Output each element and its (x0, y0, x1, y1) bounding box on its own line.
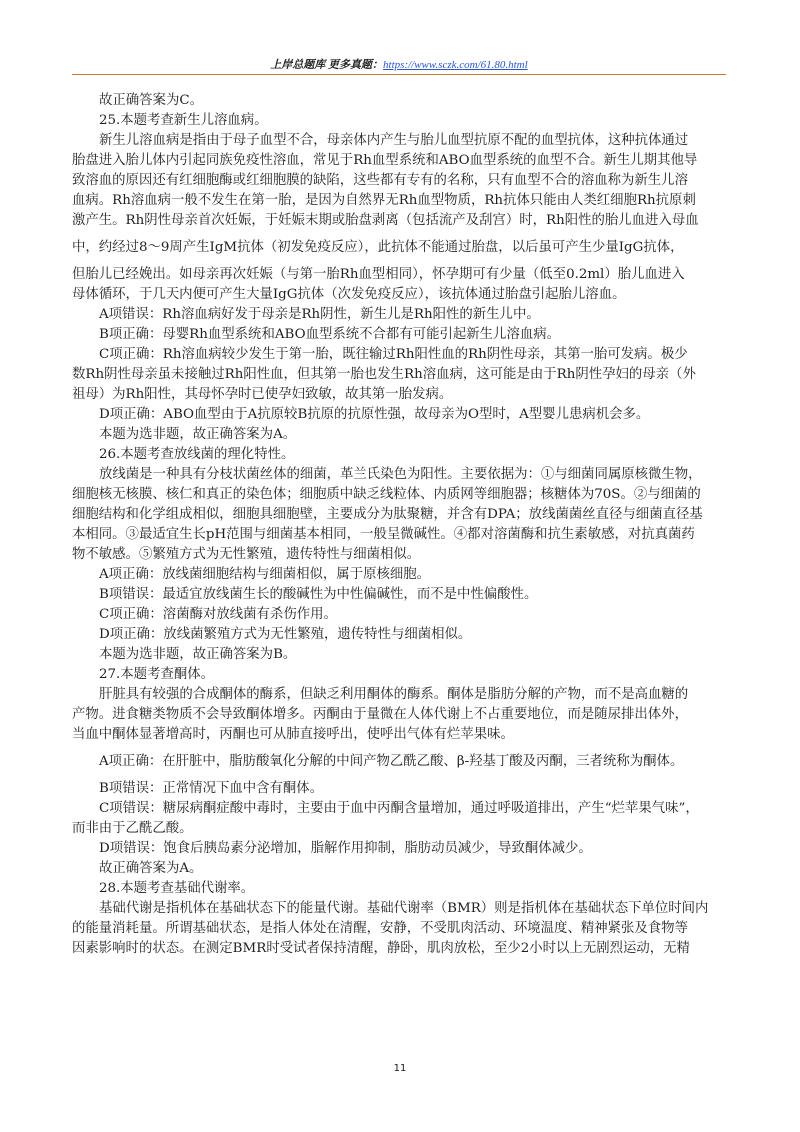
header-link[interactable]: https://www.sczk.com/61.80.html (383, 59, 528, 71)
text-line: C项错误：糖尿病酮症酸中毒时，主要由于血中丙酮含量增加，通过呼吸道排出，产生“烂苹果气味”， (99, 801, 699, 816)
document-body (72, 91, 730, 959)
text-line: 数Rh阴性母亲虽未接触过Rh阳性血，但其第一胎也发生Rh溶血病，这可能是由于Rh阴性孕妇的母亲（外 (72, 367, 696, 382)
text-line: D项正确：ABO血型由于A抗原较B抗原的抗原性强，故母亲为O型时，A型婴儿患病机会多。 (99, 407, 650, 422)
text-line: 28.本题考查基础代谢率。 (99, 881, 255, 896)
text-line: 致溶血的原因还有红细胞酶或红细胞膜的缺陷，这些都有专有的名称，只有血型不合的溶血称为新生儿溶 (72, 173, 688, 188)
text-line: 本题为选非题，故正确答案为B。 (99, 647, 297, 662)
text-line: 26.本题考查放线菌的理化特性。 (99, 447, 295, 462)
text-line: 27.本题考查酮体。 (99, 667, 215, 682)
text-line: 细胞核无核膜、核仁和真正的染色体；细胞质中缺乏线粒体、内质网等细胞器；核糖体为70S。②与细菌的 (72, 487, 701, 502)
text-line: 故正确答案为C。 (99, 93, 203, 108)
text-line: 激产生。Rh阴性母亲首次妊娠，于妊娠末期或胎盘剥离（包括流产及刮宫）时，Rh阳性的胎儿血进入母血 (72, 213, 699, 228)
text-line: C项正确：溶菌酶对放线菌有杀伤作用。 (99, 607, 337, 622)
header-label: 上岸总题库 更多真题： (270, 59, 384, 71)
text-line: D项正确：放线菌繁殖方式为无性繁殖，遗传特性与细菌相似。 (99, 627, 472, 642)
text-line: 物不敏感。⑤繁殖方式为无性繁殖，遗传特性与细菌相似。 (72, 547, 421, 562)
text-line: 细胞结构和化学组成相似，细胞具细胞壁，主要成分为肽聚糖，并含有DPA；放线菌菌丝直径与细菌直径基 (72, 507, 703, 522)
text-line: B项正确：母婴Rh血型系统和ABO血型系统不合都有可能引起新生儿溶血病。 (99, 327, 561, 342)
text-line: 祖母）为Rh阳性，其母怀孕时已使孕妇致敏，故其第一胎发病。 (72, 387, 453, 402)
text-line: 基础代谢是指机体在基础状态下的能量代谢。基础代谢率（BMR）则是指机体在基础状态下单位时间内 (99, 901, 709, 916)
text-line: 本相同。③最适宜生长pH范围与细菌基本相同，一般呈微碱性。④都对溶菌酶和抗生素敏感，对抗真菌药 (72, 527, 695, 542)
text-line: A项正确：在肝脏中，脂肪酸氧化分解的中间产物乙酰乙酸、β-羟基丁酸及丙酮，三者统称为酮体。 (99, 754, 684, 769)
text-line: B项错误：最适宜放线菌生长的酸碱性为中性偏碱性，而不是中性偏酸性。 (99, 587, 538, 602)
text-line: 25.本题考查新生儿溶血病。 (99, 113, 268, 128)
text-line: 故正确答案为A。 (99, 861, 203, 876)
text-line: A项正确：放线菌细胞结构与细菌相似，属于原核细胞。 (99, 567, 431, 582)
text-line: 放线菌是一种具有分枝状菌丝体的细菌，革兰氏染色为阳性。主要依据为：①与细菌同属原核微生物， (99, 467, 702, 482)
text-line: D项错误：饱食后胰岛素分泌增加，脂解作用抑制，脂肪动员减少，导致酮体减少。 (99, 841, 592, 856)
text-line: 产物。进食糖类物质不会导致酮体增多。丙酮由于量微在人体代谢上不占重要地位，而是随尿排出体外， (72, 707, 688, 722)
text-line: 因素影响时的状态。在测定BMR时受试者保持清醒，静卧，肌肉放松，至少2小时以上无剧烈运动，无精 (72, 941, 690, 956)
text-line: C项正确：Rh溶血病较少发生于第一胎，既往输过Rh阳性血的Rh阴性母亲，其第一胎可发病。极少 (99, 347, 688, 362)
text-line: 本题为选非题，故正确答案为A。 (99, 427, 297, 442)
text-line: 胎盘进入胎儿体内引起同族免疫性溶血，常见于Rh血型系统和ABO血型系统的血型不合。新生儿期其他导 (72, 153, 698, 168)
text-line: A项错误：Rh溶血病好发于母亲是Rh阴性，新生儿是Rh阳性的新生儿中。 (99, 307, 540, 322)
text-line: 血病。Rh溶血病一般不发生在第一胎，是因为自然界无Rh血型物质，Rh抗体只能由人类红细胞Rh抗原刺 (72, 193, 696, 208)
page-number: 11 (393, 1063, 407, 1074)
text-line: 母体循环，于几天内便可产生大量IgG抗体（次发免疫反应），该抗体通过胎盘引起胎儿溶血。 (72, 287, 626, 302)
text-line: 而非由于乙酰乙酸。 (72, 821, 193, 836)
page-header (72, 56, 726, 72)
header-divider (72, 74, 726, 75)
text-line: 肝脏具有较强的合成酮体的酶系，但缺乏利用酮体的酶系。酮体是脂肪分解的产物，而不是高血糖的 (99, 687, 689, 702)
text-line: 中，约经过8～9周产生IgM抗体（初发免疫反应），此抗体不能通过胎盘，以后虽可产生少量IgG抗体， (72, 240, 684, 255)
text-line: B项错误：正常情况下血中含有酮体。 (99, 781, 324, 796)
text-line: 但胎儿已经娩出。如母亲再次妊娠（与第一胎Rh血型相同），怀孕期可有少量（低至0.2ml）胎儿血进入 (72, 267, 685, 282)
text-line: 的能量消耗量。所谓基础状态，是指人体处在清醒，安静，不受肌肉活动、环境温度、精神紧张及食物等 (72, 921, 688, 936)
text-line: 当血中酮体显著增高时，丙酮也可从肺直接呼出，使呼出气体有烂苹果味。 (72, 727, 514, 742)
text-line: 新生儿溶血病是指由于母子血型不合，母亲体内产生与胎儿血型抗原不配的血型抗体，这种抗体通过 (99, 133, 689, 148)
